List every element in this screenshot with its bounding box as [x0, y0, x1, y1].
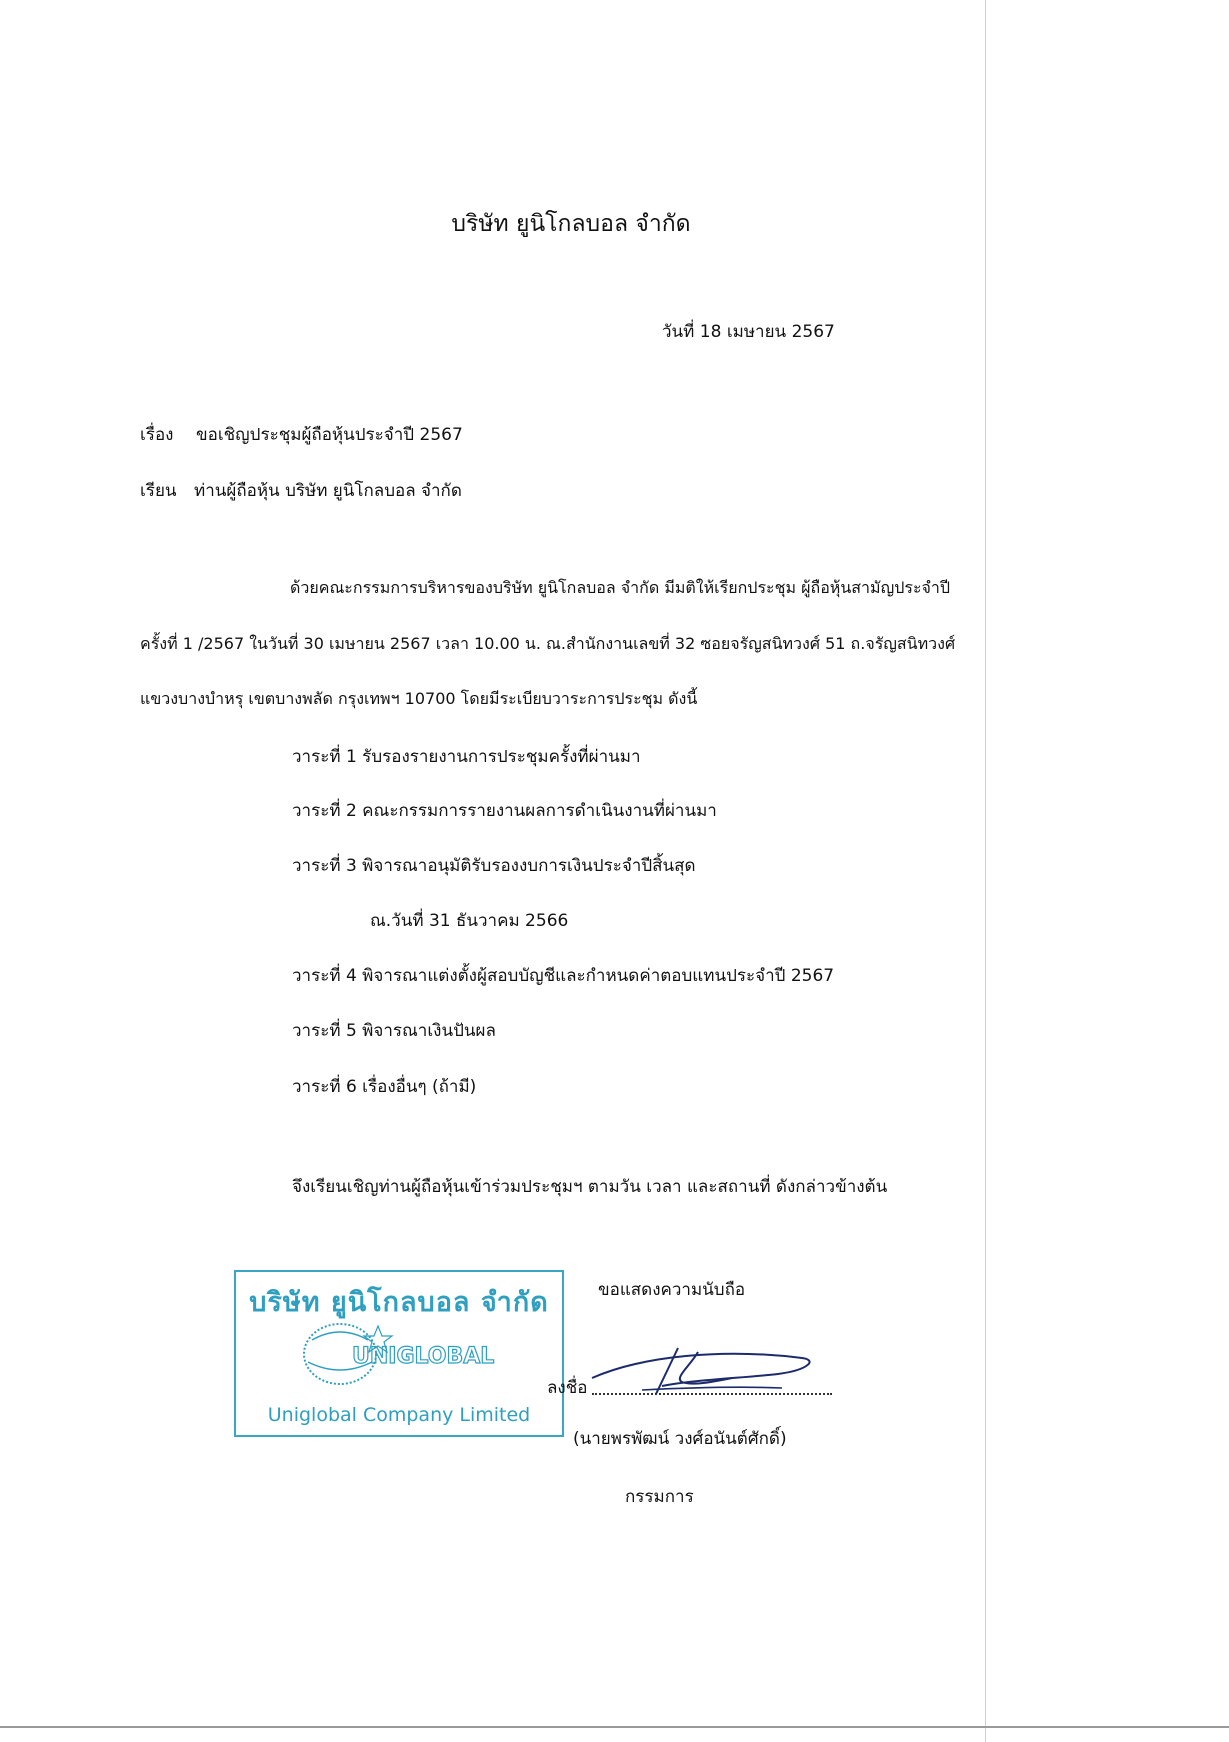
subject-text: ขอเชิญประชุมผู้ถือหุ้นประจำปี 2567: [196, 425, 463, 445]
signature-mark: [582, 1338, 832, 1404]
signer-name: (นายพรพัฒน์ วงศ์อนันต์ศักดิ์): [573, 1429, 787, 1449]
stamp-thai-name: บริษัท ยูนิโกลบอล จำกัด: [249, 1287, 549, 1318]
scan-edge-line: [985, 0, 986, 1742]
subject-label: เรื่อง: [140, 425, 174, 445]
agenda-item: วาระที่ 5 พิจารณาเงินปันผล: [292, 1021, 496, 1041]
company-stamp: [234, 1270, 564, 1437]
sign-label: ลงชื่อ: [547, 1378, 588, 1398]
closing-line: จึงเรียนเชิญท่านผู้ถือหุ้นเข้าร่วมประชุมฯ ตามวัน เวลา และสถานที่ ดังกล่าวข้างต้น: [292, 1177, 888, 1197]
body-line: ด้วยคณะกรรมการบริหารของบริษัท ยูนิโกลบอล จำกัด มีมติให้เรียกประชุม ผู้ถือหุ้นสามัญประจำปี: [290, 578, 951, 597]
agenda-item: วาระที่ 3 พิจารณาอนุมัติรับรองงบการเงินประจำปีสิ้นสุด: [292, 856, 696, 876]
agenda-item: วาระที่ 4 พิจารณาแต่งตั้งผู้สอบบัญชีและกำหนดค่าตอบแทนประจำปี 2567: [292, 966, 835, 986]
agenda-item: วาระที่ 2 คณะกรรมการรายงานผลการดำเนินงานที่ผ่านมา: [292, 801, 717, 821]
addressee-label: เรียน: [140, 481, 177, 501]
body-line: แขวงบางบำหรุ เขตบางพลัด กรุงเทพฯ 10700 โดยมีระเบียบวาระการประชุม ดังนี้: [140, 689, 698, 708]
stamp-logo-text: UNIGLOBAL: [352, 1344, 495, 1369]
date-line: วันที่ 18 เมษายน 2567: [662, 322, 835, 342]
agenda-item: วาระที่ 6 เรื่องอื่นๆ (ถ้ามี): [292, 1077, 477, 1097]
regards-text: ขอแสดงความนับถือ: [598, 1280, 746, 1300]
stamp-english-name: Uniglobal Company Limited: [267, 1404, 531, 1426]
signer-title: กรรมการ: [625, 1487, 694, 1507]
scan-bottom-line: [0, 1726, 1229, 1728]
agenda-item: วาระที่ 1 รับรองรายงานการประชุมครั้งที่ผ่านมา: [292, 747, 641, 767]
body-line: ครั้งที่ 1 /2567 ในวันที่ 30 เมษายน 2567 เวลา 10.00 น. ณ.สำนักงานเลขที่ 32 ซอยจรัญสนิทวงศ์ 51 ถ.จรัญสนิทวงศ์: [140, 634, 956, 653]
agenda-item-continuation: ณ.วันที่ 31 ธันวาคม 2566: [370, 911, 569, 931]
uniglobal-logo-icon: [290, 1316, 530, 1394]
company-title: บริษัท ยูนิโกลบอล จำกัด: [451, 211, 691, 237]
addressee-text: ท่านผู้ถือหุ้น บริษัท ยูนิโกลบอล จำกัด: [194, 481, 462, 501]
